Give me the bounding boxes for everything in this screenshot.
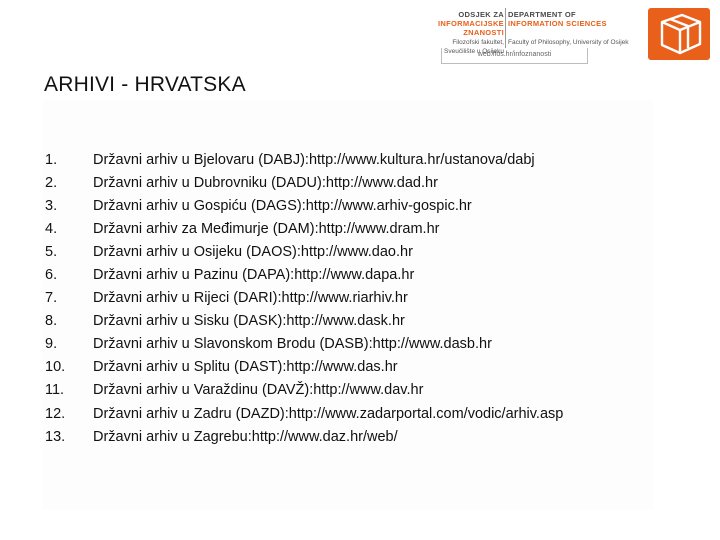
department-url[interactable]: web.ffos.hr/infoznanosti (441, 48, 588, 64)
header-divider (505, 8, 506, 48)
list-item (45, 379, 685, 402)
item-number: 5. (45, 243, 58, 260)
list-item (45, 333, 685, 356)
dept-hr-line-1: ODSJEK ZA (458, 10, 504, 19)
archive-url-link[interactable]: http://www.dapa.hr (294, 267, 415, 284)
archive-url-link[interactable]: http://www.dram.hr (318, 220, 440, 237)
dept-hr-line-3: ZNANOSTI (463, 28, 504, 37)
list-item (45, 171, 685, 194)
item-number: 2. (45, 174, 58, 191)
archive-name: Državni arhiv u Dubrovniku (DADU): (93, 174, 326, 191)
list-item (45, 263, 685, 286)
archive-name: Državni arhiv u Varaždinu (DAVŽ): (93, 382, 314, 399)
item-number: 3. (45, 197, 58, 214)
archive-url-link[interactable]: http://www.dad.hr (325, 174, 438, 191)
list-item (45, 310, 685, 333)
dept-name-english (508, 10, 633, 47)
archive-name: Državni arhiv u Splitu (DAST): (93, 359, 287, 376)
list-item (45, 148, 685, 171)
archive-url-link[interactable]: http://www.riarhiv.hr (281, 290, 408, 307)
archive-name: Državni arhiv u Osijeku (DAOS): (93, 243, 301, 260)
item-number: 1. (45, 151, 58, 168)
item-number: 7. (45, 290, 58, 307)
archive-url-link[interactable]: http://www.daz.hr/web/ (251, 428, 398, 445)
list-item (45, 217, 685, 240)
archive-url-link[interactable]: http://www.dao.hr (300, 243, 413, 260)
archive-name: Državni arhiv u Slavonskom Brodu (DASB): (93, 336, 373, 353)
list-item (45, 425, 685, 448)
item-number: 9. (45, 336, 58, 353)
item-number: 11. (45, 382, 65, 399)
dept-en-line-2: INFORMATION SCIENCES (508, 19, 607, 28)
list-item (45, 240, 685, 263)
archive-list (45, 148, 685, 448)
archive-url-link[interactable]: http://www.das.hr (286, 359, 398, 376)
item-number: 4. (45, 220, 58, 237)
list-item (45, 402, 685, 425)
archive-url-link[interactable]: http://www.dask.hr (286, 313, 405, 330)
page-title: ARHIVI - HRVATSKA (44, 73, 246, 96)
archive-url-link[interactable]: http://www.arhiv-gospic.hr (305, 197, 472, 214)
dept-hr-line-2: INFORMACIJSKE (438, 19, 504, 28)
archive-name: Državni arhiv za Međimurje (DAM): (93, 220, 319, 237)
dept-en-faculty: Faculty of Philosophy, University of Osijek (508, 39, 629, 46)
department-logo-icon (648, 8, 710, 60)
dept-en-line-1: DEPARTMENT OF (508, 10, 576, 19)
list-item (45, 287, 685, 310)
item-number: 13. (45, 428, 66, 445)
archive-name: Državni arhiv u Gospiću (DAGS): (93, 197, 306, 214)
item-number: 8. (45, 313, 58, 330)
list-item (45, 194, 685, 217)
archive-name: Državni arhiv u Pazinu (DAPA): (93, 267, 295, 284)
archive-name: Državni arhiv u Bjelovaru (DABJ): (93, 151, 309, 168)
archive-name: Državni arhiv u Zadru (DAZD): (93, 405, 289, 422)
archive-name: Državni arhiv u Sisku (DASK): (93, 313, 287, 330)
item-number: 12. (45, 405, 66, 422)
item-number: 6. (45, 267, 58, 284)
archive-url-link[interactable]: http://www.dasb.hr (372, 336, 492, 353)
archive-name: Državni arhiv u Rijeci (DARI): (93, 290, 282, 307)
archive-url-link[interactable]: http://www.kultura.hr/ustanova/dabj (308, 151, 535, 168)
archive-url-link[interactable]: http://www.zadarportal.com/vodic/arhiv.asp (288, 405, 564, 422)
item-number: 10. (45, 359, 66, 376)
dept-hr-faculty: Filozofski fakultet, Sveučilište u Osijeku (444, 39, 504, 55)
archive-name: Državni arhiv u Zagrebu: (93, 428, 252, 445)
list-item (45, 356, 685, 379)
archive-url-link[interactable]: http://www.dav.hr (313, 382, 424, 399)
